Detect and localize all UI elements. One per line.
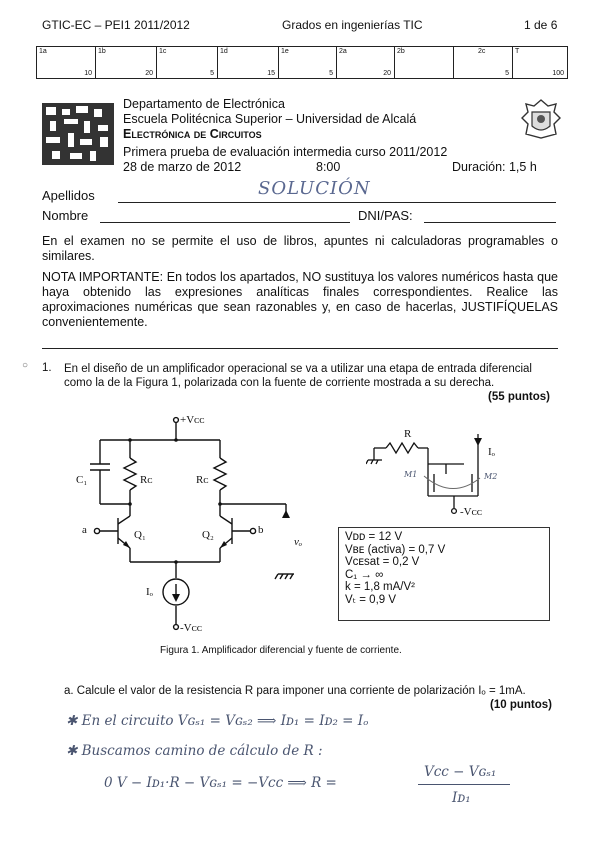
spec-vcesat: Vᴄᴇsat = 0,2 V [345, 556, 420, 569]
surname-value: SOLUCIÓN [258, 178, 371, 199]
score-cell: 2b [395, 47, 454, 79]
source-io-label: Iₒ [488, 446, 495, 458]
name-label: Nombre [42, 208, 89, 223]
handwritten-numerator: Vcc − Vɢₛ₁ [424, 764, 497, 780]
part-a-text: a. Calcule el valor de la resistencia R para imponer una corriente de polarización Iₒ = 1mA. [64, 685, 526, 697]
io-label: Iₒ [146, 586, 153, 598]
score-table [36, 46, 568, 79]
handwritten-line-2: ✱ Buscamos camino de cálculo de R : [66, 743, 323, 759]
score-cell: 1e 5 [279, 47, 337, 79]
score-cell: 1b 20 [96, 47, 157, 79]
id-line[interactable] [424, 222, 556, 223]
vcc-label: +Vᴄᴄ [180, 414, 205, 426]
spec-vbe: Vʙᴇ (activa) = 0,7 V [345, 543, 446, 556]
q1-label: Q₁ [134, 529, 146, 541]
exam-notice: En el examen no se permite el uso de libros, apuntes ni calculadoras programables o similares. [42, 234, 558, 263]
subject-title: Electrónica de Circuitos [123, 127, 262, 141]
exam-time: 8:00 [316, 160, 341, 174]
divider [42, 348, 558, 349]
score-cell: 1c 5 [157, 47, 218, 79]
part-a-points: (10 puntos) [490, 699, 552, 711]
c1-label: C₁ [76, 474, 88, 486]
university-logo [42, 103, 114, 165]
m2-label: M2 [484, 472, 498, 481]
handwritten-line-3: 0 V − Iᴅ₁·R − Vɢₛ₁ = −Vcc ⟹ R = [104, 775, 337, 791]
r-label: R [404, 428, 412, 440]
question-number: 1. [42, 362, 52, 374]
rc-right-label: Rᴄ [196, 474, 209, 486]
differential-amplifier-diagram [72, 412, 322, 642]
spec-vt: Vₜ = 0,9 V [345, 593, 397, 606]
exam-duration: Duración: 1,5 h [452, 160, 537, 174]
handwritten-denominator: Iᴅ₁ [452, 790, 471, 806]
fraction-bar [418, 784, 510, 785]
surname-line[interactable] [118, 202, 556, 203]
score-cell: 1d 15 [218, 47, 279, 79]
node-a-label: a [82, 524, 87, 536]
name-line[interactable] [100, 222, 350, 223]
score-cell: 2a 20 [337, 47, 395, 79]
score-cell: 2c 5 [454, 47, 513, 79]
spec-k: k = 1,8 mA/V² [345, 581, 415, 594]
parameters-box [338, 527, 550, 621]
q2-label: Q₂ [202, 529, 214, 541]
id-label: DNI/PAS: [358, 208, 413, 223]
header-page: 1 de 6 [524, 18, 558, 32]
vo-label: vₒ [294, 536, 303, 548]
spec-c1: C₁ → ∞ [345, 568, 384, 581]
spec-vdd: Vᴅᴅ = 12 V [345, 531, 403, 543]
vee-label: -Vᴄᴄ [180, 622, 203, 634]
surname-label: Apellidos [42, 188, 95, 203]
margin-mark: ○ [22, 360, 29, 371]
question-points: (55 puntos) [488, 391, 550, 403]
question-text: En el diseño de un amplificador operacional se va a utilizar una etapa de entrada diferencial como la de la Figura 1, polarizada con la fuente de corriente mostrada a su derecha. [64, 363, 532, 389]
header-course: GTIC-EC – PEI1 2011/2012 [42, 18, 190, 32]
important-note: NOTA IMPORTANTE: En todos los apartados, NO sustituya los valores numéricos hasta que haya obtenido las expresiones analíticas finales correspondientes. Realice las aproximaciones numéricas que sean razonables y, en caso de hacerlas, JUSTIFÍQUELAS convenientemente. [42, 270, 558, 329]
rc-left-label: Rᴄ [140, 474, 153, 486]
exam-title: Primera prueba de evaluación intermedia curso 2011/2012 [123, 145, 448, 159]
score-cell: T 100 [513, 47, 568, 79]
crest-logo [520, 98, 562, 140]
department: Departamento de Electrónica [123, 97, 285, 111]
figure-caption: Figura 1. Amplificador diferencial y fuente de corriente. [160, 645, 402, 656]
school: Escuela Politécnica Superior – Universidad de Alcalá [123, 112, 417, 126]
handwritten-line-1: ✱ En el circuito Vɢₛ₁ = Vɢₛ₂ ⟹ Iᴅ₁ = Iᴅ₂ = Iₒ [66, 713, 369, 729]
m1-label: M1 [404, 470, 418, 479]
source-vee-label: -Vᴄᴄ [460, 506, 483, 518]
score-cell: 1a 10 [37, 47, 96, 79]
node-b-label: b [258, 524, 264, 536]
header-degree: Grados en ingenierías TIC [282, 18, 423, 32]
exam-date: 28 de marzo de 2012 [123, 160, 242, 174]
